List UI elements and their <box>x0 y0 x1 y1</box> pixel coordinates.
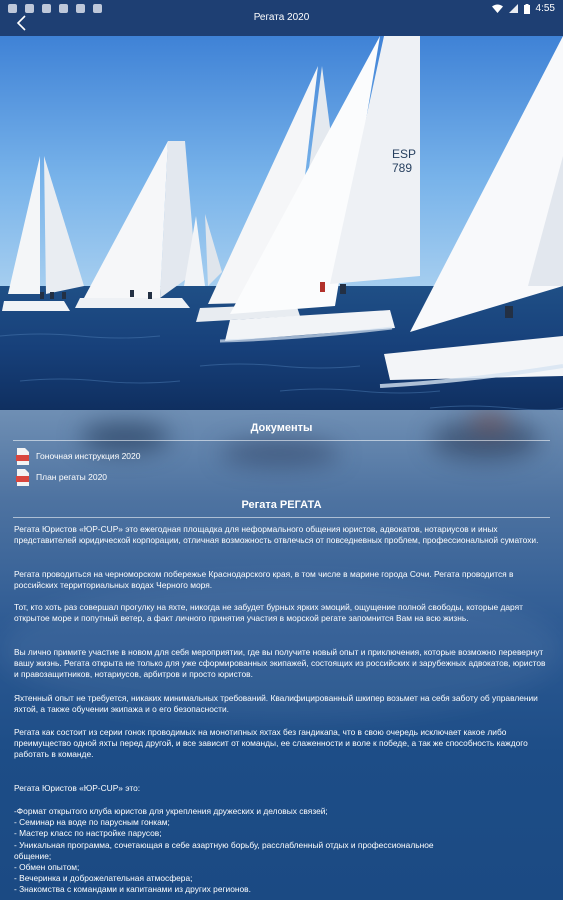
divider <box>13 440 550 441</box>
pdf-icon <box>16 448 30 465</box>
documents-title: Документы <box>250 422 313 434</box>
document-label: Гоночная инструкция 2020 <box>36 451 141 461</box>
regatta-title: Регата РЕГАТА <box>241 499 322 511</box>
background-blur <box>220 440 340 466</box>
paragraph: Регата Юристов «ЮР-CUP» это ежегодная площадка для неформального общения юристов, адвокатов, нотариусов и иных представителей юридической корпорации, отличная возможность отвлечься от повседневных проблем, профессиональной суматохи. <box>14 524 539 546</box>
paragraph: Регата проводиться на черноморском побережье Краснодарского края, в том числе в марине города Сочи. Регата проводится в российских территориальных водах Черного моря. <box>14 569 514 591</box>
document-link[interactable] <box>16 468 107 486</box>
feature-list <box>14 806 549 896</box>
divider <box>13 517 550 518</box>
document-label: План регаты 2020 <box>36 472 108 482</box>
list-item: -Формат открытого клуба юристов для укрепления дружеских и деловых связей; <box>14 806 328 816</box>
list-item: - Уникальная программа, сочетающая в себе азартную борьбу, расслабленный отдых и профессиональное <box>14 839 434 850</box>
page-title: Регата 2020 <box>253 12 310 23</box>
list-item: - Вечеринка и доброжелательная атмосфера; <box>14 873 193 884</box>
content-area <box>0 410 563 900</box>
list-item: - Семинар на воде по парусным гонкам; <box>14 817 170 828</box>
pdf-icon <box>16 469 30 486</box>
list-item: - Обмен опытом; <box>14 862 80 873</box>
paragraph: Регата как состоит из серии гонок проводимых на монотипных яхтах без гандикапа, что в свою очередь исключает какое либо преимущество одной яхты перед другой, и все зависит от команды, ее слаженности и воле к победе, а так же способность каждого работать в команде. <box>14 727 528 760</box>
sail-number: ESP <box>392 147 417 161</box>
list-item: - Мастер класс по настройке парусов; <box>14 828 162 839</box>
sail-number: 789 <box>392 161 413 175</box>
paragraph: Тот, кто хоть раз совершал прогулку на яхте, никогда не забудет бурных ярких эмоций, ощущение полной свободы, которые дарят открытое море и попутный ветер, а факт личного принятия участия в морской регате запомнится Вам на всю жизнь. <box>14 602 523 624</box>
status-time: 4:55 <box>535 3 555 14</box>
paragraph: Яхтенный опыт не требуется, никаких минимальных требований. Квалифицированный шкипер возьмет на себя заботу об управлении яхтой, а также обучении экипажа и о его безопасности. <box>14 693 538 715</box>
list-item: - Знакомства с командами и капитанами из других регионов. <box>14 884 251 895</box>
list-intro: Регата Юристов «ЮР-CUP» это: <box>14 783 141 793</box>
list-item: общение; <box>14 850 52 861</box>
hero-image <box>0 36 563 410</box>
app-bar <box>0 0 563 36</box>
document-link[interactable] <box>16 447 141 465</box>
paragraph: Вы лично примите участие в новом для себя мероприятии, где вы получите новый опыт и приключения, которые возможно перевернут вашу жизнь. Регата открыта не только для уже сформированных экипажей, состоящих из российских и зарубежных адвокатов, юристов и правозащитников, нотариусов, арбитров и просто юристов. <box>14 647 546 680</box>
